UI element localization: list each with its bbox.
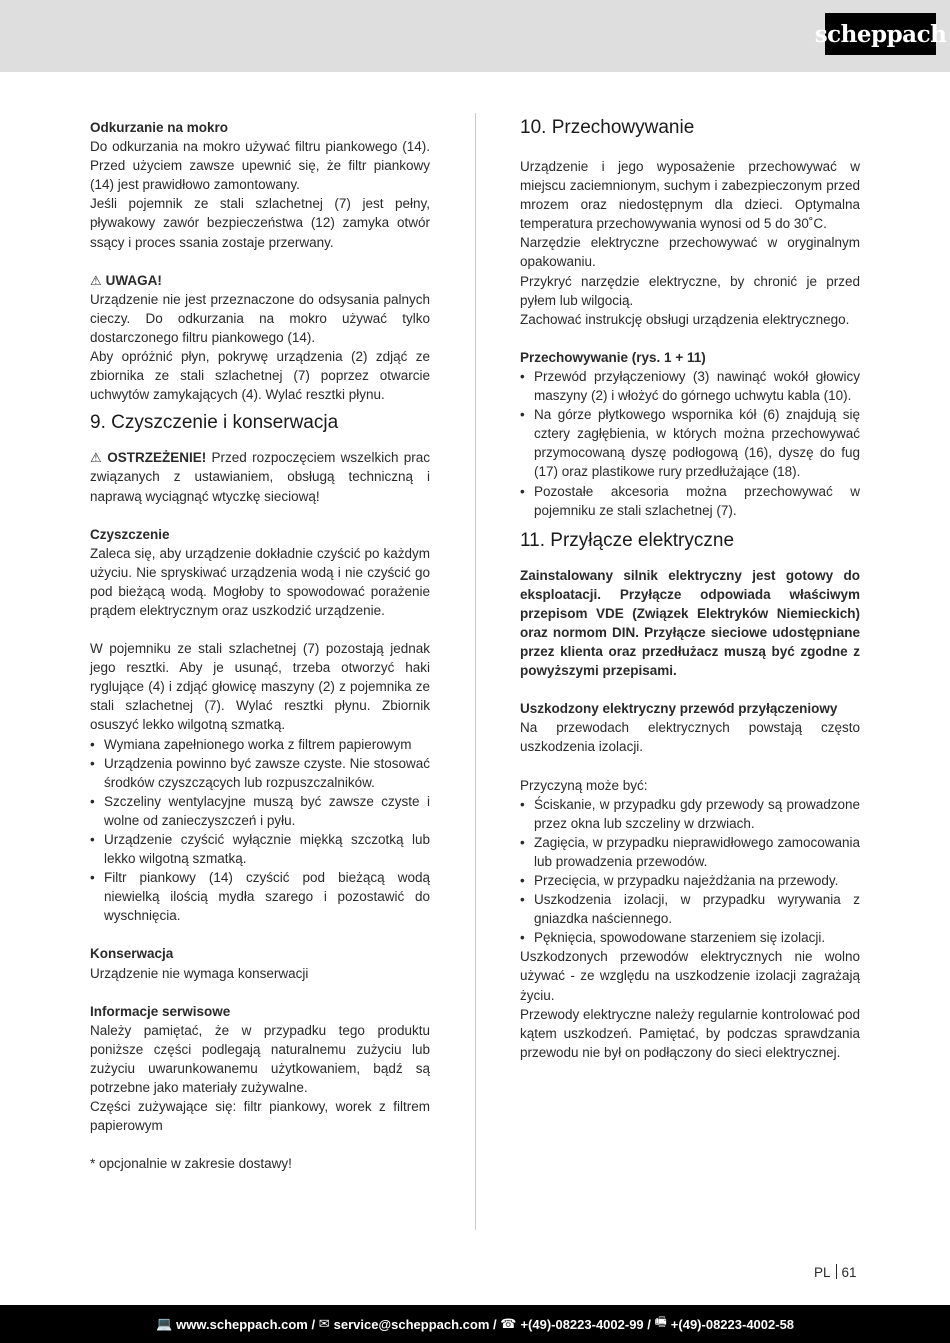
list-item: • Urządzenia powinno być zawsze czyste. Nie stosować środków czyszczących lub rozpuszczalników.	[90, 754, 430, 792]
damaged-cable-paragraph: Na przewodach elektrycznych powstają często uszkodzenia izolacji.	[520, 720, 860, 755]
caution-paragraph: Aby opróżnić płyn, pokrywę urządzenia (2) zdjąć ze zbiornika ze stali szlachetnej (7) poprzez otwarcie uchwytów zamykających (4). Wylać resztki płynu.	[90, 349, 430, 403]
list-item: • Zagięcia, w przypadku nieprawidłowego zamocowania lub prowadzenia przewodów.	[520, 833, 860, 871]
caution-paragraph: Urządzenie nie jest przeznaczone do odsysania palnych cieczy. Do odkurzania na mokro używać tylko dostarczonego filtru piankowego (14).	[90, 291, 430, 345]
phone-icon: ☎	[500, 1316, 517, 1331]
left-column	[90, 118, 430, 1173]
cleaning-list	[90, 735, 430, 926]
footer-email[interactable]: service@scheppach.com /	[333, 1316, 497, 1332]
fax-icon: 🖷	[654, 1314, 667, 1329]
list-item: • Szczeliny wentylacyjne muszą być zawsze czyste i wolne od zanieczyszczeń i pyłu.	[90, 792, 430, 830]
warning-paragraph: ⚠ OSTRZEŻENIE! Przed rozpoczęciem wszelkich prac związanych z ustawianiem, obsługą techniczną i naprawą wyciągnąć wtyczkę sieciową!	[90, 450, 431, 504]
electrical-notice: Zainstalowany silnik elektryczny jest gotowy do eksploatacji. Przyłącze odpowiada właściwym przepisom VDE (Związek Elektryków Niemieckich) oraz normom DIN. Przyłącze sieciowe udostępniane przez klienta oraz przedłużacz muszą być zgodne z powyższymi przepisami.	[520, 567, 860, 679]
warning-triangle-icon: ⚠	[90, 450, 104, 466]
service-paragraph: Należy pamiętać, że w przypadku tego produktu poniższe części podlegają naturalnemu zużyciu lub zużyciu uwarunkowanemu użytkowaniem, bądź są potrzebne jako materiały zużywalne.	[90, 1022, 430, 1096]
computer-icon: 💻	[155, 1316, 173, 1331]
right-column	[520, 118, 860, 1062]
storage-paragraph: Urządzenie i jego wyposażenie przechowywać w miejscu zaciemnionym, suchym i zabezpieczonym przed mrozem oraz niedostępnym dla dzieci. Optymalna temperatura przechowywania wynosi od 5 do 30˚C.	[520, 159, 860, 232]
damaged-cable-paragraph: Uszkodzonych przewodów elektrycznych nie wolno używać - ze względu na uszkodzenie izolacji zagrażają życiu.	[520, 949, 860, 1003]
list-item: • Pozostałe akcesoria można przechowywać w pojemniku ze stali szlachetnej (7).	[520, 482, 860, 520]
storage-fig-heading: Przechowywanie (rys. 1 + 11)	[520, 349, 706, 365]
cleaning-paragraph: Zaleca się, aby urządzenie dokładnie czyścić po każdym użyciu. Nie spryskiwać urządzenia wodą i nie czyścić go pod bieżącą wodą. Mogłoby to spowodować porażenie prądem elektrycznym oraz uszkodzić urządzenie.	[90, 545, 430, 618]
storage-paragraph: Narzędzie elektryczne przechowywać w oryginalnym opakowaniu.	[520, 235, 860, 270]
cause-list	[520, 795, 860, 948]
list-item: • Pęknięcia, spowodowane starzeniem się izolacji.	[520, 928, 860, 947]
list-item: • Na górze płytkowego wspornika kół (6) znajdują się cztery zagłębienia, w których można przechowywać przymocowaną dyszę podłogową (16), dyszę do fug (17) oraz plastikowe rury przedłużające (18).	[520, 405, 860, 481]
service-heading: Informacje serwisowe	[90, 1003, 231, 1019]
page-footer	[0, 1305, 950, 1343]
wet-vacuum-heading: Odkurzanie na mokro	[90, 120, 229, 135]
footer-phone: +(49)-08223-4002-99 /	[520, 1316, 651, 1332]
list-item: • Filtr piankowy (14) czyścić pod bieżącą wodą niewielką ilością mydła szarego i pozostawić do wyschnięcia.	[90, 868, 430, 925]
service-paragraph: Części zużywające się: filtr piankowy, worek z filtrem papierowym	[90, 1099, 430, 1134]
email-icon: ✉	[318, 1316, 330, 1331]
storage-paragraph: Zachować instrukcję obsługi urządzenia elektrycznego.	[520, 311, 850, 327]
page-header	[0, 0, 950, 72]
footer-website[interactable]: www.scheppach.com /	[176, 1316, 316, 1332]
list-item: • Przewód przyłączeniowy (3) nawinąć wokół głowicy maszyny (2) i włożyć do górnego uchwytu kabla (10).	[520, 367, 860, 405]
section-10-title: 10. Przechowywanie	[520, 117, 695, 138]
damaged-cable-heading: Uszkodzony elektryczny przewód przyłączeniowy	[520, 701, 838, 717]
maintenance-heading: Konserwacja	[90, 946, 174, 962]
warning-triangle-icon: ⚠	[90, 272, 102, 288]
damaged-cable-paragraph: Przewody elektryczne należy regularnie kontrolować pod kątem uszkodzeń. Pamiętać, by podczas sprawdzania przewodu nie był on podłączony do sieci elektrycznej.	[520, 1006, 860, 1060]
section-11-title: 11. Przyłącze elektryczne	[520, 529, 735, 551]
maintenance-paragraph: Urządzenie nie wymaga konserwacji	[90, 965, 309, 981]
section-9-title: 9. Czyszczenie i konserwacja	[90, 412, 339, 434]
page-language: PL	[814, 1265, 831, 1280]
list-item: • Uszkodzenia izolacji, w przypadku wyrywania z gniazdka naściennego.	[520, 890, 860, 928]
storage-list	[520, 367, 860, 520]
footnote: * opcjonalnie w zakresie dostawy!	[90, 1156, 292, 1172]
wet-vacuum-paragraph: Do odkurzania na mokro używać filtru piankowego (14). Przed użyciem zawsze upewnić się, że filtr piankowy (14) jest prawidłowo zamontowany.	[90, 139, 430, 193]
storage-paragraph: Przykryć narzędzie elektryczne, by chronić je przed pyłem lub wilgocią.	[520, 273, 860, 308]
wet-vacuum-paragraph: Jeśli pojemnik ze stali szlachetnej (7) jest pełny, pływakowy zawór bezpieczeństwa (12) zamyka otwór ssący i proces ssania zostaje przerwany.	[90, 196, 430, 250]
list-item: • Ściskanie, w przypadku gdy przewody są prowadzone przez okna lub szczeliny w drzwiach.	[520, 795, 860, 833]
page-number	[814, 1264, 857, 1280]
cleaning-paragraph: W pojemniku ze stali szlachetnej (7) pozostają jednak jego resztki. Aby je usunąć, trzeba otworzyć haki ryglujące (4) i zdjąć głowicę maszyny (2) z pojemnika ze stali szlachetnej (7). Wylać resztki płynu. Zbiornik osuszyć lekko wilgotną szmatką.	[90, 641, 430, 733]
list-item: • Przecięcia, w przypadku najeżdżania na przewody.	[520, 871, 860, 890]
column-divider	[475, 113, 476, 1230]
brand-logo: scheppach	[825, 13, 936, 55]
list-item: • Wymiana zapełnionego worka z filtrem papierowym	[90, 735, 430, 754]
page-number-value: 61	[841, 1265, 857, 1280]
caution-heading: ⚠ UWAGA!	[90, 272, 162, 288]
list-item: • Urządzenie czyścić wyłącznie miękką szczotką lub lekko wilgotną szmatką.	[90, 830, 430, 868]
cause-intro: Przyczyną może być:	[520, 777, 648, 793]
footer-fax: +(49)-08223-4002-58	[670, 1316, 795, 1332]
cleaning-heading: Czyszczenie	[90, 526, 170, 542]
